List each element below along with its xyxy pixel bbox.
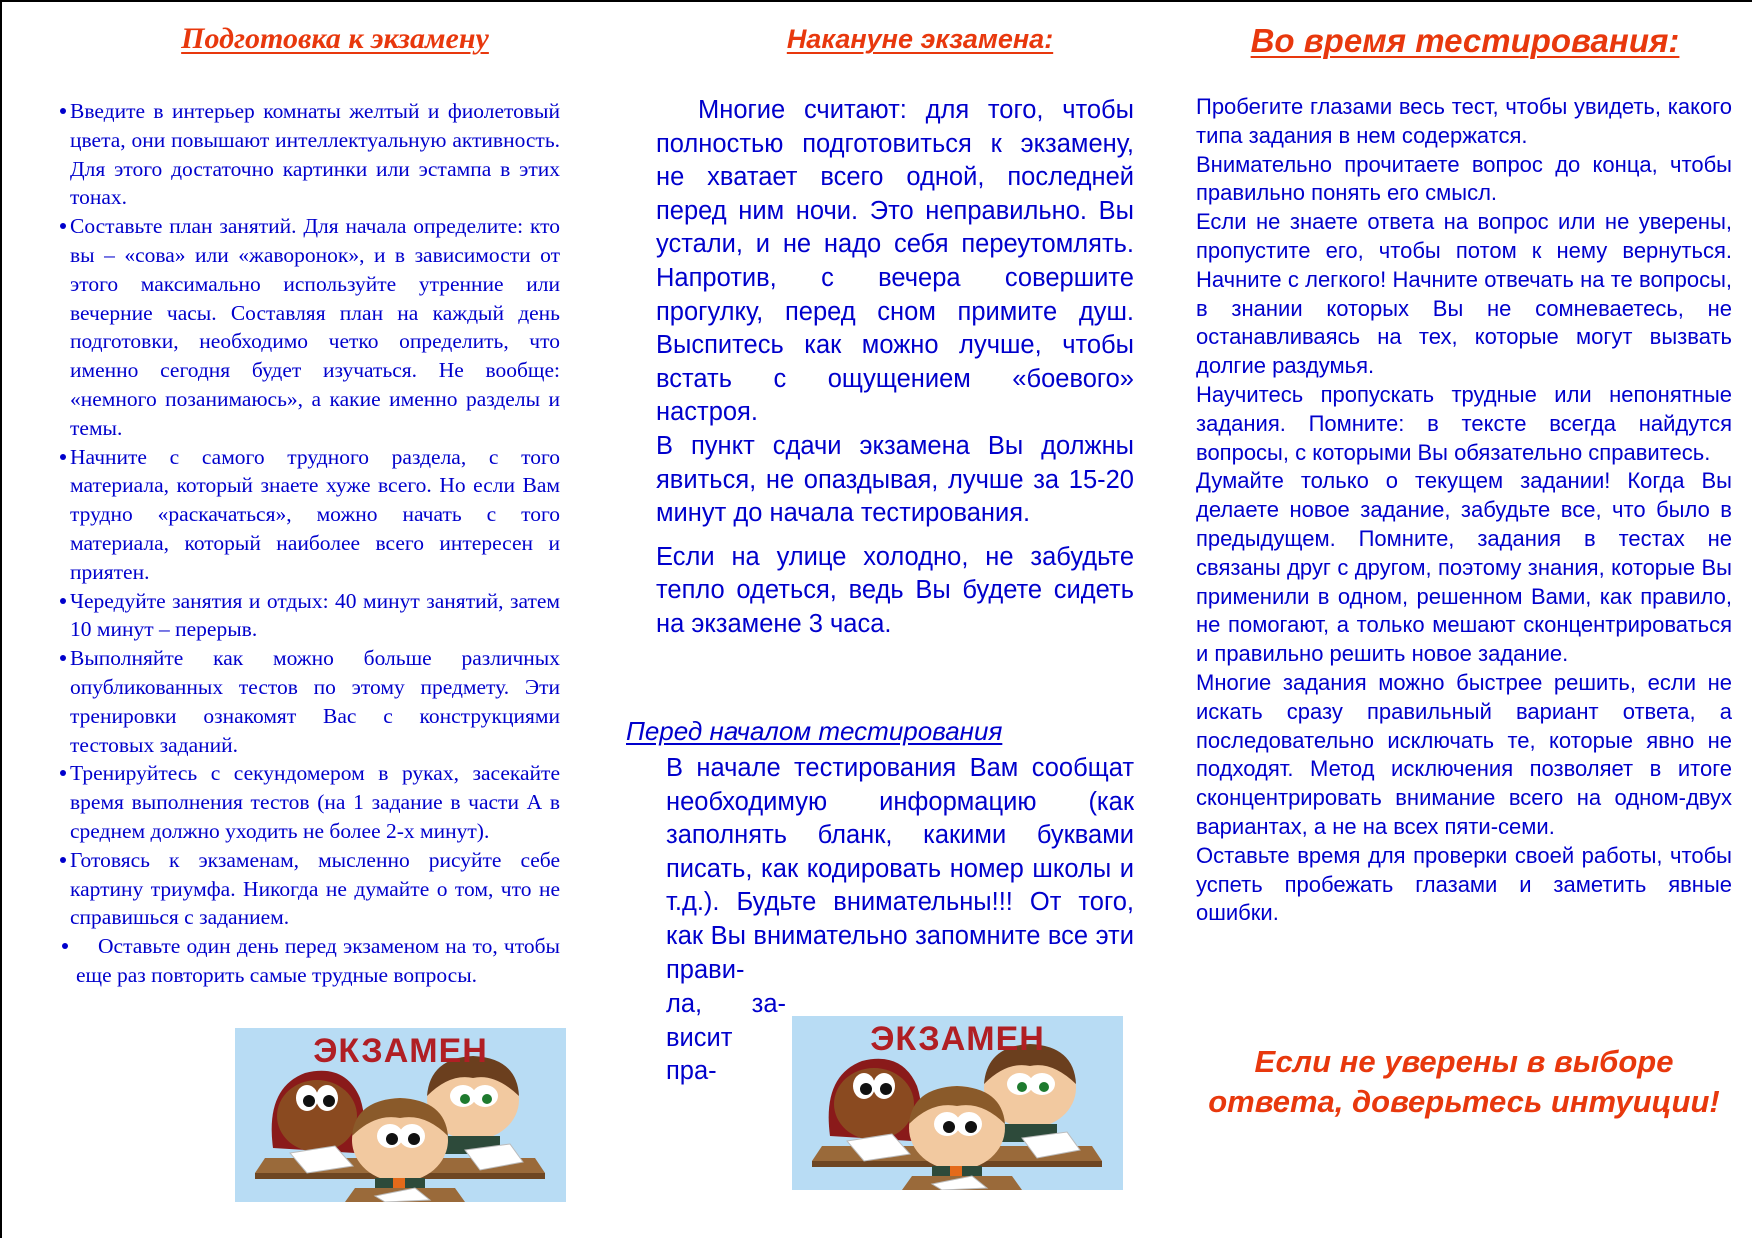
paragraph: Думайте только о текущем задании! Когда Вы делаете новое задание, забудьте все, что было в предыдущем. Помните, задания в тестах не связаны друг с другом, поэтому знания, которые Вы применили в одном, решенном Вами, как правило, не помогают, а только мешают сконцентрироваться и правильно решить новое задание. bbox=[1196, 468, 1732, 667]
before-test-subheading: Перед началом тестирования bbox=[626, 716, 1003, 746]
paragraph: Научитесь пропускать трудные или непонятные задания. Помните: в тексте всегда найдутся вопросы, с которыми Вы обязательно справитесь. bbox=[1196, 381, 1732, 465]
paragraph: В пункт сдачи экзамена Вы должны явиться, не опаздывая, лучше за 15-20 минут до начала тестирования. bbox=[656, 431, 1134, 528]
exam-illustration bbox=[792, 1016, 1123, 1190]
left-column-tips bbox=[58, 97, 560, 990]
tip-item: Оставьте один день перед экзаменом на то, чтобы еще раз повторить самые трудные вопросы. bbox=[58, 932, 560, 990]
wrap-line bbox=[666, 988, 786, 1022]
wrap-line: пра- bbox=[666, 1057, 717, 1086]
exam-illustration bbox=[235, 1028, 566, 1202]
tip-item: Тренируйтесь с секундомером в руках, засекайте время выполнения тестов (на 1 задание в части А в среднем должно уходить не более 2-х минут). bbox=[58, 759, 560, 845]
closing-advice: Если не уверены в выборе ответа, доверьтесь интуиции! bbox=[1208, 1044, 1720, 1119]
before-test-text bbox=[666, 752, 1134, 987]
paragraph: Пробегите глазами весь тест, чтобы увидеть, какого типа задания в нем содержатся. bbox=[1196, 94, 1732, 148]
exam-word: ЭКЗАМЕН bbox=[313, 1032, 488, 1070]
paragraph: В начале тестирования Вам сообщат необходимую информацию (как заполнять бланк, какими буквами писать, как кодировать номер школы и т.д.). Будьте внимательны!!! От того, как Вы внимательно запомните все эти прави- bbox=[666, 754, 1134, 984]
wrap-word: ла, bbox=[666, 990, 703, 1018]
exam-word: ЭКЗАМЕН bbox=[870, 1020, 1045, 1058]
tip-item: Выполняйте как можно больше различных опубликованных тестов по этому предмету. Эти тренировки ознакомят Вас с конструкциями тестовых заданий. bbox=[58, 644, 560, 759]
paragraph: Если не знаете ответа на вопрос или не уверены, пропустите его, чтобы потом к нему вернуться. Начните с легкого! Начните отвечать на те вопросы, в знании которых Вы не сомневаетесь, не останавливаясь на тех, которые могут вызвать долгие раздумья. bbox=[1196, 209, 1732, 379]
tip-item: Чередуйте занятия и отдых: 40 минут занятий, затем 10 минут – перерыв. bbox=[58, 587, 560, 645]
paragraph: Если на улице холодно, не забудьте тепло одеться, ведь Вы будете сидеть на экзамене 3 часа. bbox=[656, 542, 1134, 638]
right-column-text bbox=[1196, 93, 1732, 928]
paragraph: Многие задания можно быстрее решить, если не искать сразу правильный вариант ответа, а последовательно исключать те, которые явно не подходят. Метод исключения позволяет в итоге сконцентрировать внимание всего на одном-двух вариантах, а не на всех пяти-семи. bbox=[1196, 669, 1732, 839]
right-column-title: Во время тестирования: bbox=[1250, 22, 1680, 59]
tip-item: Составьте план занятий. Для начала определите: кто вы – «сова» или «жаворонок», и в зависимости от этого максимально используйте утренние или вечерние часы. Составляя план на каждый день подготовки, необходимо четко определить, что именно сегодня будет изучаться. Не вообще: «немного позанимаюсь», а какие именно разделы и темы. bbox=[58, 212, 560, 442]
middle-column-title: Накануне экзамена: bbox=[786, 24, 1054, 54]
paragraph: Многие считают: для того, чтобы полностью подготовиться к экзамену, не хватает всего одной, последней перед ним ночи. Это неправильно. Вы устали, и не надо себя переутомлять. Напротив, с вечера совершите прогулку, перед сном примите душ. Выспитесь как можно лучше, чтобы встать с ощущением «боевого» настроя. bbox=[656, 96, 1134, 427]
wrap-line: висит bbox=[666, 1023, 733, 1052]
middle-column-text bbox=[656, 94, 1134, 642]
tip-item: Введите в интерьер комнаты желтый и фиолетовый цвета, они повышают интеллектуальную активность. Для этого достаточно картинки или эстампа в этих тонах. bbox=[58, 97, 560, 212]
paragraph: Внимательно прочитаете вопрос до конца, чтобы правильно понять его смысл. bbox=[1196, 151, 1732, 206]
left-column-title: Подготовка к экзамену bbox=[181, 22, 489, 55]
wrapped-text-lines bbox=[666, 988, 786, 1089]
paragraph: Оставьте время для проверки своей работы, чтобы успеть пробежать глазами и заметить явные ошибки. bbox=[1196, 842, 1732, 926]
tip-item: Готовясь к экзаменам, мысленно рисуйте себе картину триумфа. Никогда не думайте о том, что не справишься с заданием. bbox=[58, 846, 560, 932]
tip-item: Начните с самого трудного раздела, с того материала, который знаете хуже всего. Но если Вам трудно «раскачаться», можно начать с того материала, который наиболее всего интересен и приятен. bbox=[58, 443, 560, 587]
wrap-word: за- bbox=[751, 990, 786, 1018]
